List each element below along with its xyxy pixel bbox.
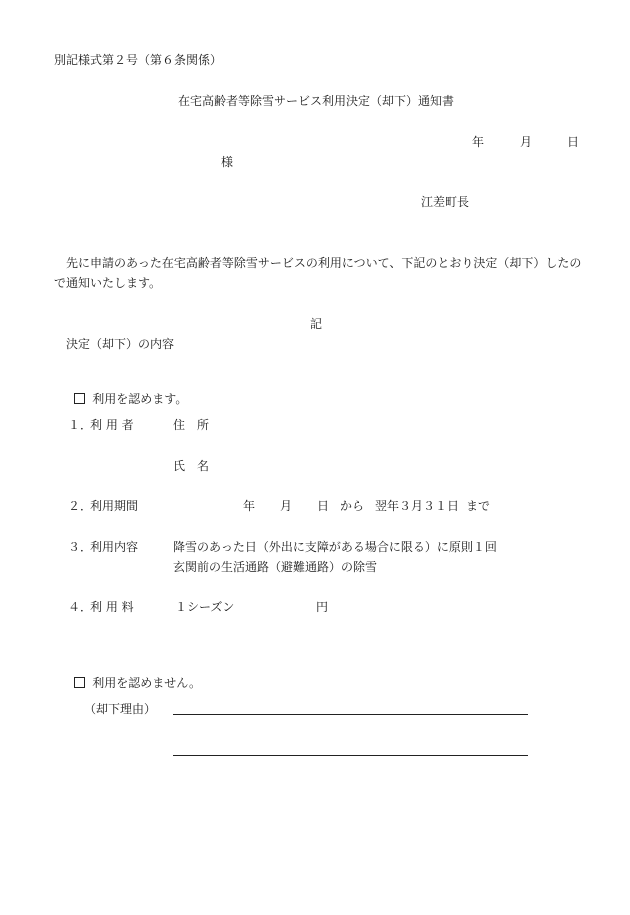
reject-label: 利用を認めません。 — [92, 676, 202, 690]
period-day-label: 日 — [317, 499, 330, 513]
approve-option[interactable] — [66, 377, 187, 407]
period-from-label: から — [340, 499, 365, 513]
approve-label: 利用を認めます。 — [92, 392, 188, 406]
item-period-label: 利用期間 — [90, 499, 139, 513]
period-month-label: 月 — [280, 499, 293, 513]
body-line-1: 先に申請のあった在宅高齢者等除雪サービスの利用について、下記のとおり決定（却下）したの — [66, 256, 582, 270]
period-until-date: 翌年３月３１日 — [375, 499, 460, 513]
item-content-number: ３． — [68, 540, 93, 554]
period-until-label: まで — [466, 499, 491, 513]
approve-checkbox[interactable] — [74, 393, 85, 404]
item-user-number: １． — [68, 418, 93, 432]
user-name-label: 氏 名 — [173, 459, 210, 473]
item-user-label: 利 用 者 — [90, 418, 134, 432]
body-line-2: で通知いたします。 — [54, 276, 162, 290]
content-line-1: 降雪のあった日（外出に支障がある場合に限る）に原則１回 — [173, 540, 497, 554]
item-fee-number: ４． — [68, 600, 93, 614]
content-line-2: 玄関前の生活通路（避難通路）の除雪 — [173, 560, 378, 574]
user-address-label: 住 所 — [173, 418, 210, 432]
date-day-label: 日 — [567, 135, 580, 149]
addressee-honorific: 様 — [221, 155, 234, 169]
ki-marker: 記 — [310, 317, 323, 331]
period-year-label: 年 — [243, 499, 256, 513]
item-fee-label: 利 用 料 — [90, 600, 134, 614]
fee-unit-label: 円 — [316, 600, 329, 614]
date-year-label: 年 — [472, 135, 485, 149]
reject-reason-line-1[interactable] — [173, 714, 528, 715]
document-title: 在宅高齢者等除雪サービス利用決定（却下）通知書 — [178, 94, 455, 108]
fee-season-label: １シーズン — [175, 600, 235, 614]
decision-heading: 決定（却下）の内容 — [66, 337, 175, 351]
reject-checkbox[interactable] — [74, 677, 85, 688]
item-period-number: ２． — [68, 499, 93, 513]
reject-reason-line-2[interactable] — [173, 755, 528, 756]
sender-name: 江差町長 — [421, 195, 470, 209]
reject-reason-label: （却下理由） — [84, 702, 157, 716]
reject-option[interactable] — [66, 661, 201, 691]
form-number: 別記様式第２号（第６条関係） — [54, 53, 223, 67]
item-content-label: 利用内容 — [90, 540, 139, 554]
date-month-label: 月 — [520, 135, 533, 149]
